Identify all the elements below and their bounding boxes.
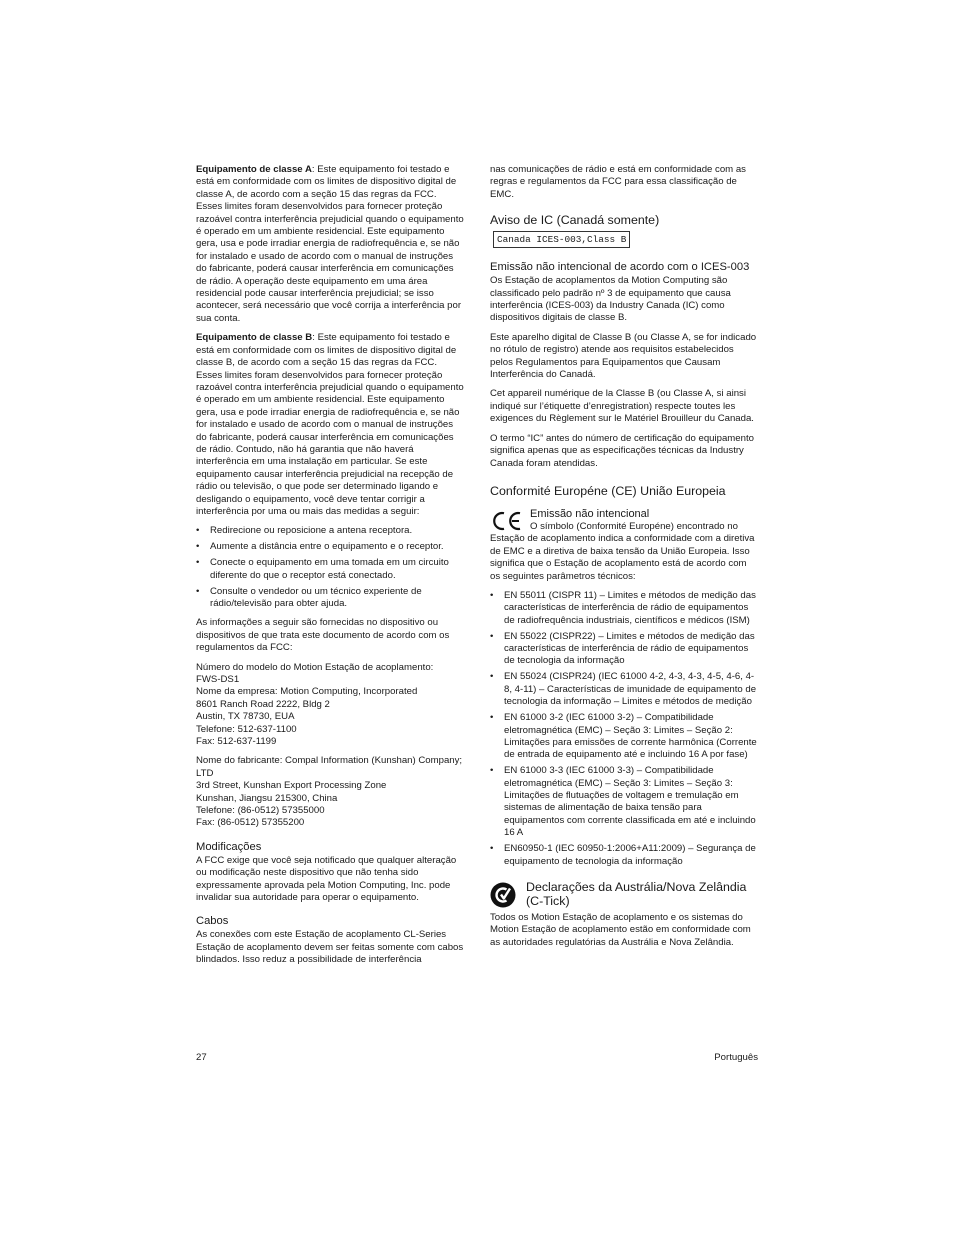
ce-text: Estação de acoplamento indica a conformidade com a diretiva de EMC e a diretiva de baixa tensão da União Europeia. Isso significa que o Estação de acoplamento está de acordo com os seguintes parâmetros técnicos: [490,533,755,582]
fcc-info-intro: As informações a seguir são fornecidas no dispositivo ou dispositivos de que trata este documento de acordo com os regulamentos da FCC: [196,617,450,654]
model-info-block [196,662,464,749]
manufacturer-info-line: Fax: (86-0512) 57355200 [196,817,305,829]
ce-heading: Conformité Européne (CE) União Europeia [490,483,726,498]
list-item: • EN 55022 (CISPR22) – Limites e métodos de medição das características de interferência de rádio de equipamentos de tecnologia da informação [490,631,758,668]
cables-paragraph: As conexões com este Estação de acoplamento CL-Series Estação de acoplamento devem ser feitas somente com cabos blindados. Isso reduz a possibilidade de interferência [196,929,464,966]
australia-heading [526,880,746,909]
ic-subheading: Emissão não intencional de acordo com o ICES-003 [490,261,750,274]
c-tick-icon [490,882,516,908]
ic-code-box: Canada ICES-003,Class B [493,231,630,248]
list-item: • Consulte o vendedor ou um técnico experiente de rádio/televisão para obter ajuda. [196,586,464,611]
modifications-line: ou modificação neste dispositivo que não tenha sido expressamente aprovada pela Motion Computing, Inc. pode invalidar sua autoridade para operar o equipamento. [196,867,451,904]
cables-heading: Cabos [196,915,229,928]
ic-paragraph: Cet appareil numérique de la Classe B (ou Classe A, si ainsi indiqué sur l’étiquette d’enregistration) respecte toutes les exigences du Règlement sur le Matériel Brouilleur du Canada. [490,388,754,425]
list-item: • EN 55011 (CISPR 11) – Limites e métodos de medição das características de interferência de rádio de equipamentos de radiofrequência industriais, científicos e médicos (ISM) [490,590,758,627]
list-item: • EN 61000 3-2 (IEC 61000 3-2) – Compatibilidade eletromagnética (EMC) – Seção 3: Limites – Seção 2: Limitações para emissões de corrente harmônica (Corrente de entrada de equipamento até e incluindo 16 A por fase) [490,712,758,762]
manufacturer-info-block [196,755,464,829]
model-info-line: FWS-DS1 [196,673,240,685]
modifications-line: A FCC exige que você seja notificado que qualquer alteração [196,854,457,866]
page-number: 27 [196,1052,207,1063]
list-item: • EN 61000 3-3 (IEC 61000 3-3) – Compatibilidade eletromagnética (EMC) – Seção 3: Limites – Seção 3: Limitações de flutuações de voltagem e tremulação em sistemas de alimentação de baixa tensão para equipamentos com corrente classificada em até e incluindo 16 A [490,765,758,839]
class-a-paragraph [196,164,464,325]
australia-heading-row [490,880,758,909]
right-column [490,164,758,956]
ic-paragraph: Este aparelho digital de Classe B (ou Classe A, se for indicado no rótulo de registro) atende aos requisitos estabelecidos pelos Regulamentos para Equipamentos que Causam Interferência do Canadá. [490,331,757,381]
model-info-line: Número do modelo do Motion Estação de acoplamento: [196,661,434,673]
modifications-heading: Modificações [196,840,262,853]
left-column [196,164,464,974]
model-info-line: Nome da empresa: Motion Computing, Incorporated [196,686,418,698]
list-item: • Aumente a distância entre o equipamento e o receptor. [196,541,464,553]
class-b-paragraph [196,332,464,518]
ce-subheading: Emissão não intencional [530,507,650,520]
australia-heading-line: (C-Tick) [526,894,570,909]
manufacturer-info-line: Telefone: (86-0512) 57355000 [196,805,325,816]
interference-measures-list [196,525,464,610]
footer-language: Português [714,1052,758,1063]
class-a-text: : Este equipamento foi testado e está em conformidade com os limites de dispositivo digital de classe A, de acordo com a seção 15 das regras da FCC. Esses limites foram desenvolvidos para fornecer proteção razoável contra interferência prejudicial quando o equipamento é operado em um ambiente residencial. Este equipamento gera, usa e pode irradiar energia de radiofrequência e, se não for instalado e usado de acordo com o manual de instruções do fabricante, poderá causar interferência em comunicações de rádio. A operação deste equipamento em uma área residencial pode causar interferência prejudicial; se isso acontecer, será necessário que você corrija a interferência por sua conta. [196,164,464,324]
list-item: • Conecte o equipamento em uma tomada em um circuito diferente do que o receptor está conectado. [196,557,464,582]
australia-paragraph: Todos os Motion Estação de acoplamento e os sistemas do Motion Estação de acoplamento estão em conformidade com as autoridades regulatórias da Austrália e Nova Zelândia. [490,911,751,948]
model-info-line: 8601 Ranch Road 2222, Bldg 2 [196,698,330,710]
ce-text-first-line: O símbolo (Conformité Européne) encontrado no [530,520,738,532]
class-b-label: Equipamento de classe B [196,332,313,344]
ce-block [490,508,758,583]
model-info-line: Fax: 512-637-1199 [196,735,277,747]
manufacturer-info-line: Kunshan, Jiangsu 215300, China [196,792,338,804]
list-item: • Redirecione ou reposicione a antena receptora. [196,525,464,537]
model-info-line: Austin, TX 78730, EUA [196,711,295,723]
list-item: • EN 55024 (CISPR24) (IEC 61000 4-2, 4-3, 4-3, 4-5, 4-6, 4-8, 4-11) – Características de imunidade de equipamento de tecnologia da informação – Limites e métodos de medição [490,671,758,708]
manufacturer-info-line: Nome do fabricante: Compal Information (Kunshan) Company; LTD [196,755,463,779]
ce-mark-icon [490,510,524,532]
manufacturer-info-line: 3rd Street, Kunshan Export Processing Zone [196,780,387,792]
class-a-label: Equipamento de classe A [196,164,312,175]
modifications-paragraph [196,855,464,905]
ic-paragraph: Os Estação de acoplamentos da Motion Computing são classificado pelo padrão nº 3 de equipamento que causa interferência (ICES-003) da Industry Canada (IC) como dispositivos digitais de classe B. [490,275,731,324]
ce-standards-list [490,590,758,868]
list-item: • EN60950-1 (IEC 60950-1:2006+A11:2009) – Segurança de equipamento de tecnologia da informação [490,843,758,868]
australia-heading-line: Declarações da Austrália/Nova Zelândia [526,879,747,894]
continuation-paragraph: nas comunicações de rádio e está em conformidade com as regras e regulamentos da FCC para essa classificação de EMC. [490,164,746,200]
model-info-line: Telefone: 512-637-1100 [196,723,297,735]
ic-heading: Aviso de IC (Canadá somente) [490,213,660,228]
ic-paragraph: O termo “IC” antes do número de certificação do equipamento significa apenas que as especificações técnicas da Industry Canada foram atendidas. [490,432,754,469]
class-b-text: : Este equipamento foi testado e está em conformidade com os limites de dispositivo digital de classe B, de acordo com a seção 15 das regras da FCC. Esses limites foram desenvolvidos para fornecer proteção razoável contra interferência prejudicial quando o equipamento é operado em um ambiente residencial. Este equipamento gera, usa e pode irradiar energia de radiofrequência e, se não for instalado e usado de acordo com o manual de instruções do fabricante, poderá causar interferência em comunicações de rádio. Contudo, não há garantia que não haverá interferência em uma instalação em particular. Se este equipamento causar interferência prejudicial na recepção de rádio ou televisão, o que pode ser determinado ligando e desligando o equipamento, você deve tentar corrigir a interferência por uma ou mais das medidas a seguir: [196,332,464,517]
